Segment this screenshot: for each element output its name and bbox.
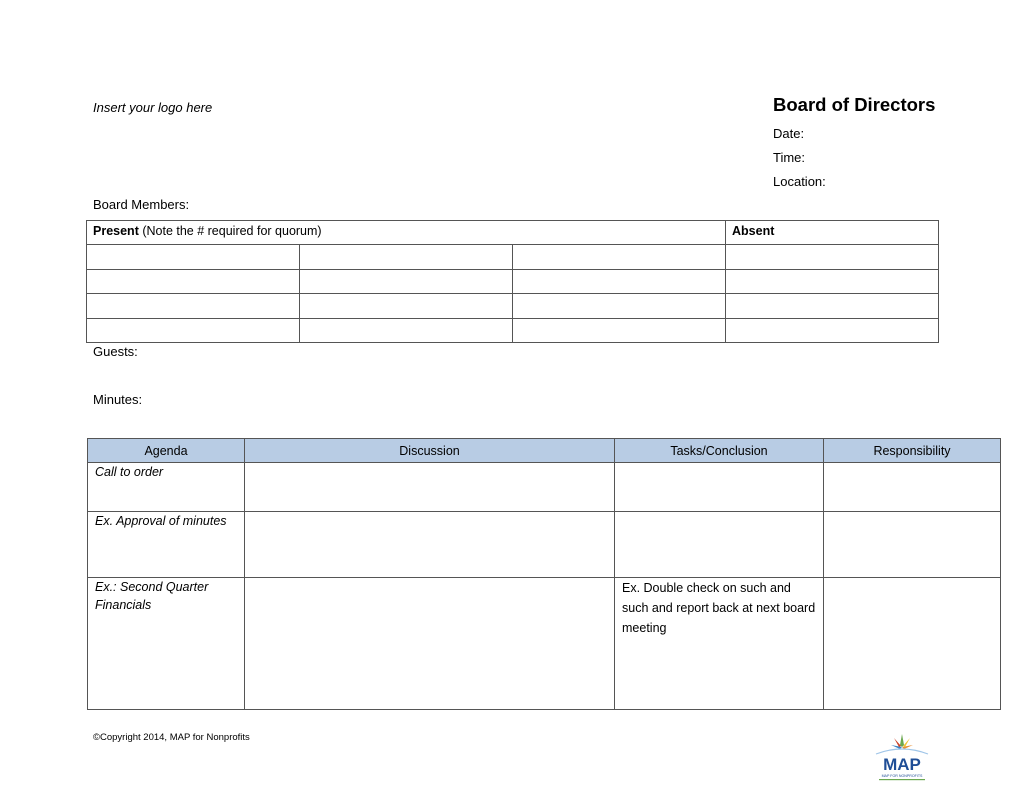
board-members-label: Board Members:	[93, 197, 190, 212]
discussion-cell[interactable]	[245, 463, 615, 512]
agenda-item-cell[interactable]: Call to order	[88, 463, 245, 512]
member-cell[interactable]	[87, 294, 300, 319]
table-row	[88, 512, 1001, 578]
member-cell[interactable]	[300, 269, 513, 294]
agenda-column-header: Agenda	[88, 439, 245, 463]
tasks-column-header: Tasks/Conclusion	[615, 439, 824, 463]
tasks-cell[interactable]	[615, 463, 824, 512]
member-cell[interactable]	[300, 294, 513, 319]
present-label: Present	[93, 224, 139, 238]
map-logo-text: MAP	[883, 755, 921, 774]
location-label: Location:	[773, 174, 826, 189]
members-header-row	[87, 221, 939, 245]
agenda-item-cell[interactable]: Ex. Approval of minutes	[88, 512, 245, 578]
logo-placeholder-text: Insert your logo here	[93, 100, 213, 115]
member-cell[interactable]	[513, 269, 726, 294]
member-cell[interactable]	[87, 269, 300, 294]
page-title: Board of Directors	[773, 94, 936, 115]
member-cell[interactable]	[513, 318, 726, 343]
absent-cell[interactable]	[726, 245, 939, 270]
map-logo-underline	[879, 779, 925, 780]
member-cell[interactable]	[87, 245, 300, 270]
guests-label: Guests:	[93, 344, 138, 359]
member-cell[interactable]	[300, 318, 513, 343]
absent-cell[interactable]	[726, 318, 939, 343]
agenda-header-row	[88, 439, 1001, 463]
tasks-cell[interactable]	[615, 512, 824, 578]
date-label: Date:	[773, 126, 805, 141]
copyright-text: ©Copyright 2014, MAP for Nonprofits	[93, 732, 250, 743]
table-row	[87, 269, 939, 294]
map-logo-tagline: MAP FOR NONPROFITS	[881, 774, 923, 778]
member-cell[interactable]	[87, 318, 300, 343]
absent-label: Absent	[732, 224, 775, 238]
discussion-cell[interactable]	[245, 512, 615, 578]
discussion-cell[interactable]	[245, 578, 615, 710]
member-cell[interactable]	[513, 294, 726, 319]
responsibility-column-header: Responsibility	[824, 439, 1001, 463]
member-cell[interactable]	[300, 245, 513, 270]
board-members-table	[86, 220, 939, 343]
absent-cell[interactable]	[726, 269, 939, 294]
agenda-item-cell[interactable]: Ex.: Second Quarter Financials	[88, 578, 245, 710]
map-logo	[870, 732, 934, 782]
table-row	[88, 463, 1001, 512]
responsibility-cell[interactable]	[824, 578, 1001, 710]
present-header-cell	[87, 221, 726, 245]
table-row	[88, 578, 1001, 710]
minutes-label: Minutes:	[93, 392, 143, 407]
responsibility-cell[interactable]	[824, 463, 1001, 512]
compass-star-icon	[876, 734, 928, 754]
time-label: Time:	[773, 150, 806, 165]
present-note: (Note the # required for quorum)	[138, 224, 322, 238]
table-row	[87, 294, 939, 319]
table-row	[87, 318, 939, 343]
member-cell[interactable]	[513, 245, 726, 270]
tasks-cell[interactable]: Ex. Double check on such and such and report back at next board meeting	[615, 578, 824, 710]
discussion-column-header: Discussion	[245, 439, 615, 463]
absent-cell[interactable]	[726, 294, 939, 319]
agenda-table	[87, 438, 1001, 710]
responsibility-cell[interactable]	[824, 512, 1001, 578]
table-row	[87, 245, 939, 270]
absent-header-cell	[726, 221, 939, 245]
